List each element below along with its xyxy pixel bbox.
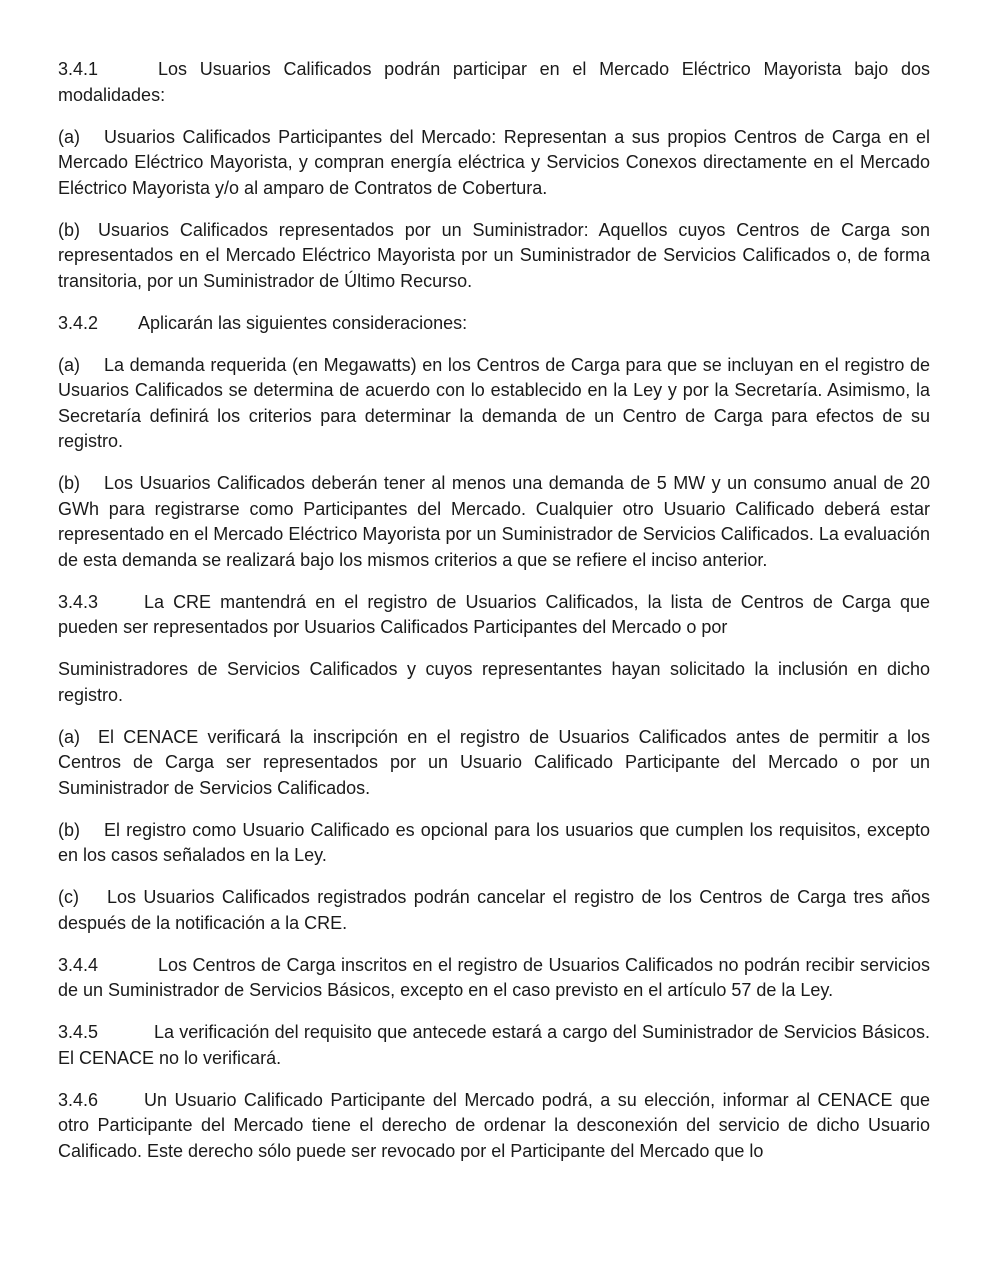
item-letter: (b) — [58, 473, 80, 493]
item-3-4-3-c — [58, 885, 930, 936]
continuation-text: Suministradores de Servicios Calificados y cuyos representantes hayan solicitado la inclusión en dicho registro. — [58, 659, 930, 705]
section-text: Aplicarán las siguientes consideraciones: — [138, 312, 468, 333]
section-3-4-5 — [58, 1020, 930, 1071]
section-text: La CRE mantendrá en el registro de Usuarios Calificados, la lista de Centros de Carga que pueden ser representados por Usuarios Calificados Participantes del Mercado o por — [58, 591, 930, 637]
section-text: Los Usuarios Calificados podrán participar en el Mercado Eléctrico Mayorista bajo dos modalidades: — [58, 59, 930, 105]
section-number: 3.4.6 — [58, 1089, 99, 1110]
section-number: 3.4.2 — [58, 312, 99, 333]
item-letter: (c) — [58, 887, 79, 907]
item-text: Los Usuarios Calificados deberán tener al menos una demanda de 5 MW y un consumo anual de 20 GWh para registrarse como Participantes del Mercado. Cualquier otro Usuario Calificado deberá estar representado en el Mercado Eléctrico Mayorista por un Suministrador de Servicios Calificados. La evaluación de esta demanda se realizará bajo los mismos criterios a que se refiere el inciso anterior. — [58, 473, 930, 570]
item-letter: (a) — [58, 726, 80, 747]
item-text: La demanda requerida (en Megawatts) en los Centros de Carga para que se incluyan en el registro de Usuarios Calificados se determina de acuerdo con lo establecido en la Ley y por la Secretaría. Asimismo, la Secretaría definirá los criterios para determinar la demanda de un Centro de Carga para efectos de su registro. — [58, 354, 930, 451]
section-number: 3.4.5 — [58, 1022, 99, 1042]
section-text: Los Centros de Carga inscritos en el registro de Usuarios Calificados no podrán recibir servicios de un Suministrador de Servicios Básicos, excepto en el caso previsto en el artículo 57 de la Ley. — [58, 954, 930, 1000]
document-page — [58, 57, 930, 1181]
item-text: Los Usuarios Calificados registrados podrán cancelar el registro de los Centros de Carga tres años después de la notificación a la CRE. — [58, 887, 930, 933]
item-text: El CENACE verificará la inscripción en el registro de Usuarios Calificados antes de permitir a los Centros de Carga ser representados por un Usuario Calificado Participante del Mercado o por un Suministrador de Servicios Calificados. — [58, 726, 930, 798]
section-3-4-3 — [58, 590, 930, 641]
item-letter: (b) — [58, 219, 80, 240]
section-number: 3.4.3 — [58, 591, 99, 612]
section-number: 3.4.1 — [58, 59, 99, 79]
section-number: 3.4.4 — [58, 954, 99, 975]
item-text: Usuarios Calificados representados por un Suministrador: Aquellos cuyos Centros de Carga son representados en el Mercado Eléctrico Mayorista por un Suministrador de Servicios Calificados o, de forma transitoria, por un Suministrador de Último Recurso. — [58, 219, 930, 291]
section-3-4-4 — [58, 953, 930, 1004]
item-3-4-3-a — [58, 725, 930, 802]
item-letter: (a) — [58, 126, 80, 147]
item-text: El registro como Usuario Calificado es opcional para los usuarios que cumplen los requisitos, excepto en los casos señalados en la Ley. — [58, 819, 930, 865]
item-3-4-3-b — [58, 818, 930, 869]
section-3-4-1 — [58, 57, 930, 108]
item-3-4-1-b — [58, 218, 930, 295]
item-3-4-2-b — [58, 471, 930, 573]
section-3-4-2 — [58, 311, 930, 337]
section-3-4-3-continuation — [58, 657, 930, 708]
item-text: Usuarios Calificados Participantes del Mercado: Representan a sus propios Centros de Carga en el Mercado Eléctrico Mayorista, y compran energía eléctrica y Servicios Conexos directamente en el Mercado Eléctrico Mayorista y/o al amparo de Contratos de Cobertura. — [58, 126, 930, 198]
section-text: Un Usuario Calificado Participante del Mercado podrá, a su elección, informar al CENACE que otro Participante del Mercado tiene el derecho de ordenar la desconexión del servicio de dicho Usuario Calificado. Este derecho sólo puede ser revocado por el Participante del Mercado que lo — [58, 1089, 930, 1161]
section-text: La verificación del requisito que antecede estará a cargo del Suministrador de Servicios Básicos. El CENACE no lo verificará. — [58, 1022, 930, 1068]
section-3-4-6 — [58, 1088, 930, 1165]
item-3-4-2-a — [58, 353, 930, 455]
item-letter: (a) — [58, 354, 80, 375]
item-letter: (b) — [58, 819, 80, 840]
item-3-4-1-a — [58, 125, 930, 202]
